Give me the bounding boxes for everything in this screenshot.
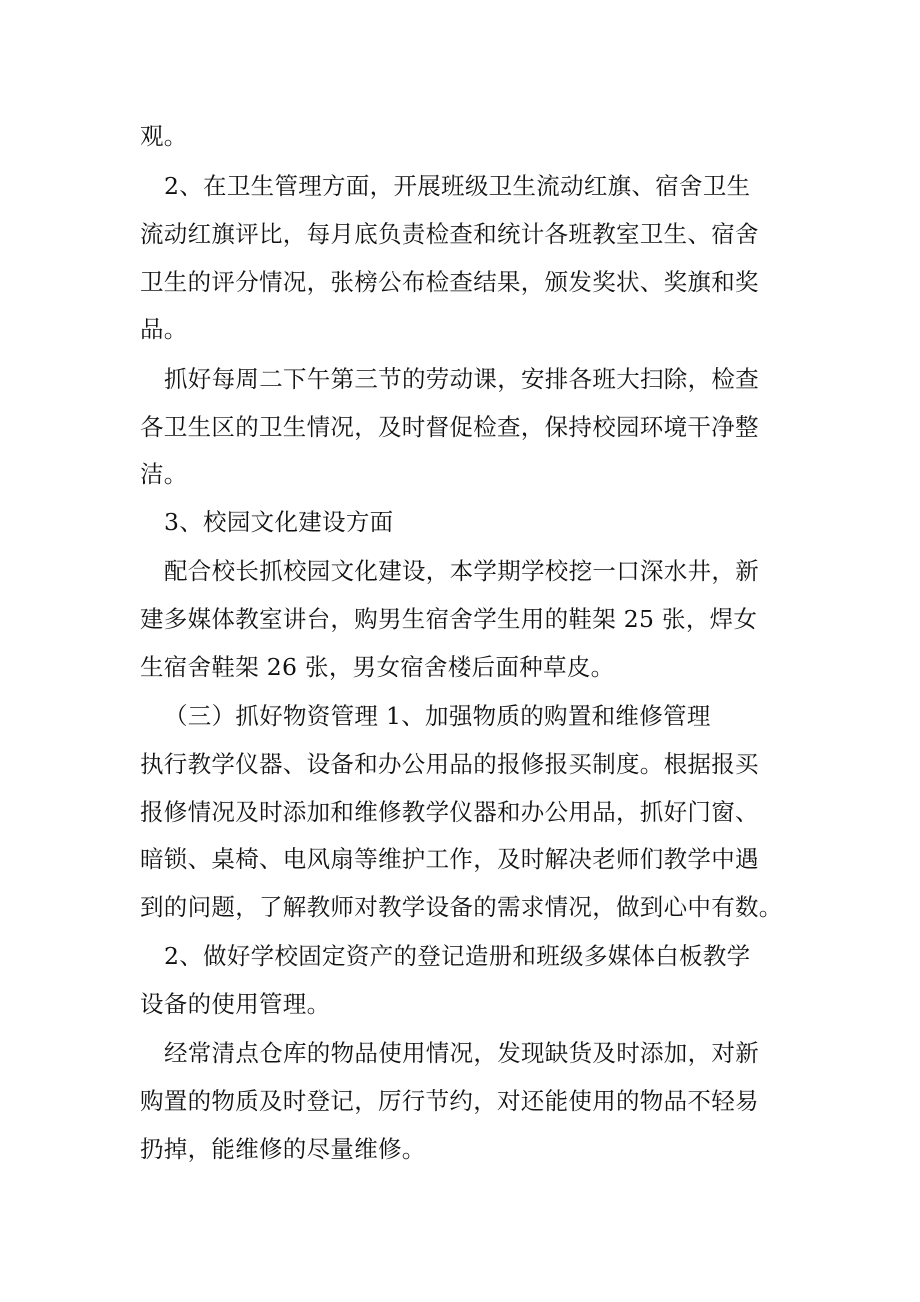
text-line: （三）抓好物资管理 1、加强物质的购置和维修管理 bbox=[164, 702, 711, 730]
text-line: 3、校园文化建设方面 bbox=[164, 508, 394, 536]
text-line: 购置的物质及时登记，厉行节约，对还能使用的物品不轻易 bbox=[140, 1087, 759, 1115]
text-line: 报修情况及时添加和维修教学仪器和办公用品，抓好门窗、 bbox=[140, 798, 759, 826]
text-line: 2、在卫生管理方面，开展班级卫生流动红旗、宿舍卫生 bbox=[164, 172, 751, 200]
text-line: 执行教学仪器、设备和办公用品的报修报买制度。根据报买 bbox=[140, 750, 759, 778]
text-line: 品。 bbox=[140, 315, 188, 343]
text-line: 各卫生区的卫生情况，及时督促检查，保持校园环境干净整 bbox=[140, 413, 759, 441]
text-line: 卫生的评分情况，张榜公布检查结果，颁发奖状、奖旗和奖 bbox=[140, 268, 759, 296]
text-line: 到的问题，了解教师对教学设备的需求情况，做到心中有数。 bbox=[140, 893, 783, 921]
text-line: 配合校长抓校园文化建设，本学期学校挖一口深水井，新 bbox=[164, 557, 759, 585]
text-line: 流动红旗评比，每月底负责检查和统计各班教室卫生、宿舍 bbox=[140, 220, 759, 248]
text-line: 设备的使用管理。 bbox=[140, 990, 331, 1018]
text-line: 生宿舍鞋架 26 张，男女宿舍楼后面种草皮。 bbox=[140, 653, 615, 681]
text-line: 抓好每周二下午第三节的劳动课，安排各班大扫除，检查 bbox=[164, 365, 759, 393]
text-line: 暗锁、桌椅、电风扇等维护工作，及时解决老师们教学中遇 bbox=[140, 845, 759, 873]
text-line: 洁。 bbox=[140, 460, 188, 488]
text-line: 观。 bbox=[140, 122, 188, 150]
text-line: 扔掉，能维修的尽量维修。 bbox=[140, 1135, 426, 1163]
text-line: 2、做好学校固定资产的登记造册和班级多媒体白板教学 bbox=[164, 942, 751, 970]
text-line: 建多媒体教室讲台，购男生宿舍学生用的鞋架 25 张，焊女 bbox=[140, 605, 758, 633]
text-line: 经常清点仓库的物品使用情况，发现缺货及时添加，对新 bbox=[164, 1039, 759, 1067]
